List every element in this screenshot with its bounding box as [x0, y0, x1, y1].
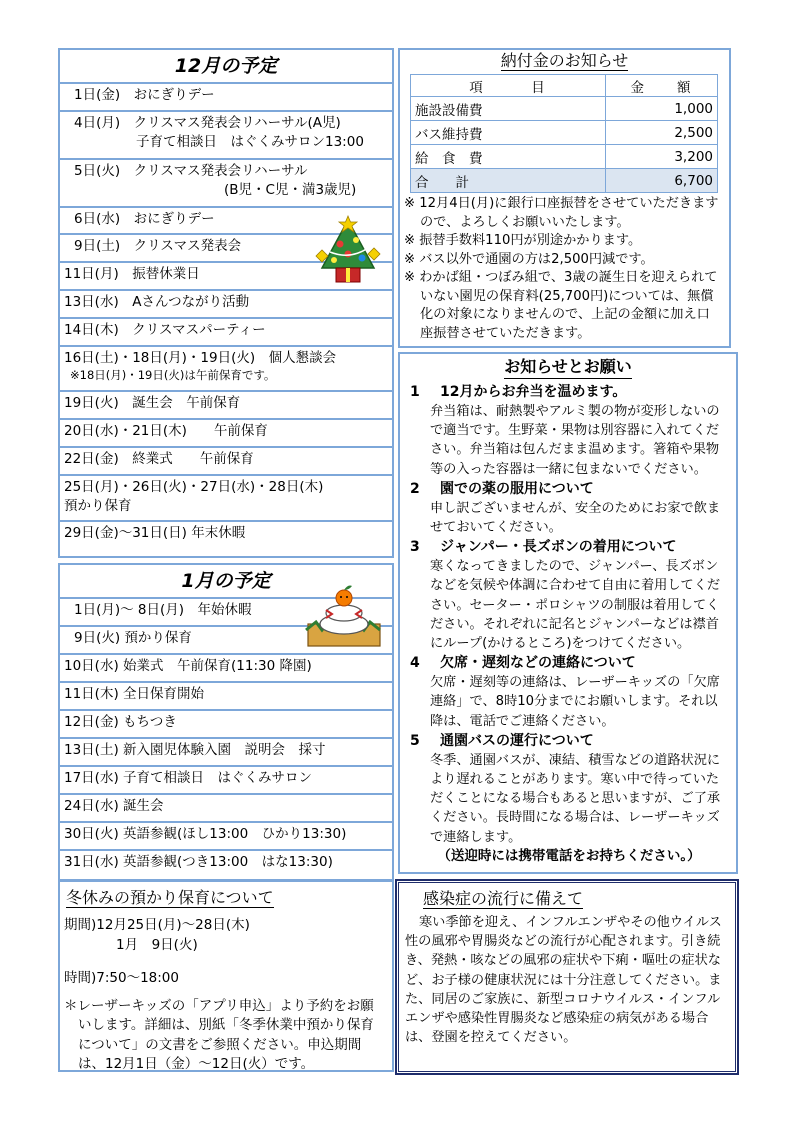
- schedule-row: 31日(水) 英語参観(つき13:00 はな13:30): [64, 854, 333, 870]
- december-title: 12月の予定: [60, 50, 392, 84]
- schedule-row: 16日(土)・18日(月)・19日(火) 個人懇談会 ※18日(月)・19日(火)は午前保育です。: [60, 347, 392, 392]
- info-paragraph: 欠席・遅刻等の連絡は、レーザーキッズの「欠席連絡」で、8時10分までにお願いします。それ以降は、電話でご連絡ください。: [430, 675, 720, 729]
- schedule-row: 9日(土) クリスマス発表会: [60, 235, 392, 263]
- fees-notes: [400, 193, 729, 343]
- fee-row: バス維持費 2,500: [411, 121, 718, 145]
- info-box: [398, 352, 738, 874]
- winter-time: 時間)7:50～18:00: [64, 970, 179, 986]
- phone-notice: （送迎時には携帯電話をお持ちください。）: [437, 847, 701, 864]
- fee-note: ※ わかば組・つぼみ組で、3歳の誕生日を迎えられていない園児の保育料(25,700円)については、無償化の対象になりませんので、上記の金額に加え口座振替させていただきます。: [404, 270, 718, 341]
- info-heading: 4 欠席・遅刻などの連絡について: [410, 655, 636, 672]
- fee-row: 施設設備費 1,000: [411, 97, 718, 121]
- schedule-row: 5日(火) クリスマス発表会リハーサル (B児・C児・満3歳児): [60, 160, 392, 208]
- january-title: 1月の予定: [60, 565, 392, 599]
- info-heading: 1 12月からお弁当を温めます。: [410, 384, 627, 400]
- fee-note: ※ 12月4日(月)に銀行口座振替をさせていただきますので、よろしくお願いいたします。: [404, 196, 719, 230]
- fee-row: 給 食 費 3,200: [411, 145, 718, 169]
- schedule-row: 1日(月)～ 8日(月) 年始休暇: [60, 599, 392, 627]
- winter-note: ＊レーザーキッズの「アプリ申込」より予約をお願いします。詳細は、別紙「冬季休業中預かり保育について」の文書をご参照ください。申込期間は、12月1日（金）～12日(火）です。: [64, 997, 374, 1072]
- schedule-row: 13日(水) Aさんつながり活動: [60, 291, 392, 319]
- fee-total-row: 合 計 6,700: [411, 169, 718, 193]
- december-schedule: [58, 48, 394, 558]
- fee-note: ※ バス以外で通園の方は2,500円減です。: [404, 251, 654, 267]
- schedule-row: 25日(月)・26日(火)・27日(水)・28日(木) 預かり保育: [60, 476, 392, 522]
- fees-box: [398, 48, 731, 348]
- schedule-row: 9日(火) 預かり保育: [60, 627, 392, 655]
- schedule-row: 30日(火) 英語参観(ほし13:00 ひかり13:30): [60, 823, 392, 851]
- info-heading: 3 ジャンパー・長ズボンの着用について: [410, 539, 677, 556]
- schedule-row: 19日(火) 誕生会 午前保育: [60, 392, 392, 420]
- winter-period-2: 1月 9日(火): [116, 936, 198, 953]
- winter-care-box: [58, 880, 394, 1072]
- info-heading: 5 通園バスの運行について: [410, 732, 594, 749]
- info-paragraph: 寒くなってきましたので、ジャンパー、長ズボンなどを気候や体調に合わせて自由に着用してください。セーター・ポロシャツの制服は着用してください。それぞれに記名とジャンパーなどは襟首にループ(かけるところ)をつけてください。: [430, 559, 721, 652]
- schedule-row: 6日(水) おにぎりデー: [60, 208, 392, 235]
- fees-header-row: [411, 75, 718, 97]
- info-paragraph: 申し訳ございませんが、安全のためにお家で飲ませておいてください。: [430, 500, 721, 536]
- info-paragraph: 冬季、通園バスが、凍結、積雪などの道路状況により遅れることがあります。寒い中で待っていただくことになる場合もあると思いますが、ご了承ください。長時間になる場合は、レーザーキッズで連絡します。: [430, 752, 721, 845]
- schedule-row: 29日(金)～31日(日) 年末休暇: [64, 525, 246, 541]
- fees-header-amount: 金 額: [606, 75, 718, 97]
- fee-note: ※ 振替手数料110円が別途かかります。: [404, 233, 642, 248]
- winter-title: 冬休みの預かり保育について: [66, 888, 274, 907]
- schedule-row: 22日(金) 終業式 午前保育: [60, 448, 392, 476]
- schedule-row: 10日(水) 始業式 午前保育(11:30 降園): [60, 655, 392, 683]
- kagami-mochi-illustration: [304, 580, 384, 650]
- infection-box: [396, 880, 738, 1074]
- schedule-row: 12日(金) もちつき: [60, 711, 392, 739]
- info-title: お知らせとお願い: [504, 356, 632, 379]
- christmas-tree-illustration: [312, 210, 384, 284]
- infection-title: 感染症の流行に備えて: [423, 889, 584, 908]
- schedule-row: 13日(土) 新入園児体験入園 説明会 採寸: [60, 739, 392, 767]
- schedule-row: 20日(水)・21日(木) 午前保育: [60, 420, 392, 448]
- infection-body: 寒い季節を迎え、インフルエンザやその他ウイルス性の風邪や胃腸炎などの流行が心配されます。引き続き、発熱・咳などの風邪の症状や下痢・嘔吐の症状など、お子様の健康状況には十分注意してください。また、同居のご家族に、新型コロナウイルス・インフルエンザや感染性胃腸炎など感染症の病気がある場合は、登園を控えてください。: [405, 915, 722, 1046]
- info-paragraph: 弁当箱は、耐熱製やアルミ製の物が変形しないので適当です。生野菜・果物は別容器に入れてください。弁当箱は包んだまま温めます。箸箱や果物等の入った容器は一緒に包まないでください。: [430, 404, 720, 477]
- schedule-row: 4日(月) クリスマス発表会リハーサル(A児) 子育て相談日 はぐくみサロン13:00: [60, 112, 392, 160]
- schedule-row: 24日(水) 誕生会: [60, 795, 392, 823]
- schedule-row: 14日(木) クリスマスパーティー: [60, 319, 392, 347]
- fees-title: 納付金のお知らせ: [500, 51, 629, 70]
- fees-header-item: 項 目: [411, 75, 606, 97]
- schedule-row: 11日(木) 全日保育開始: [60, 683, 392, 711]
- schedule-row: 17日(水) 子育て相談日 はぐくみサロン: [60, 767, 392, 795]
- fees-table: [410, 74, 718, 193]
- schedule-row: 1日(金) おにぎりデー: [60, 84, 392, 112]
- winter-period: 期間)12月25日(月)～28日(木): [64, 917, 250, 933]
- info-heading: 2 園での薬の服用について: [410, 480, 594, 497]
- schedule-row: 11日(月) 振替休業日: [60, 263, 392, 291]
